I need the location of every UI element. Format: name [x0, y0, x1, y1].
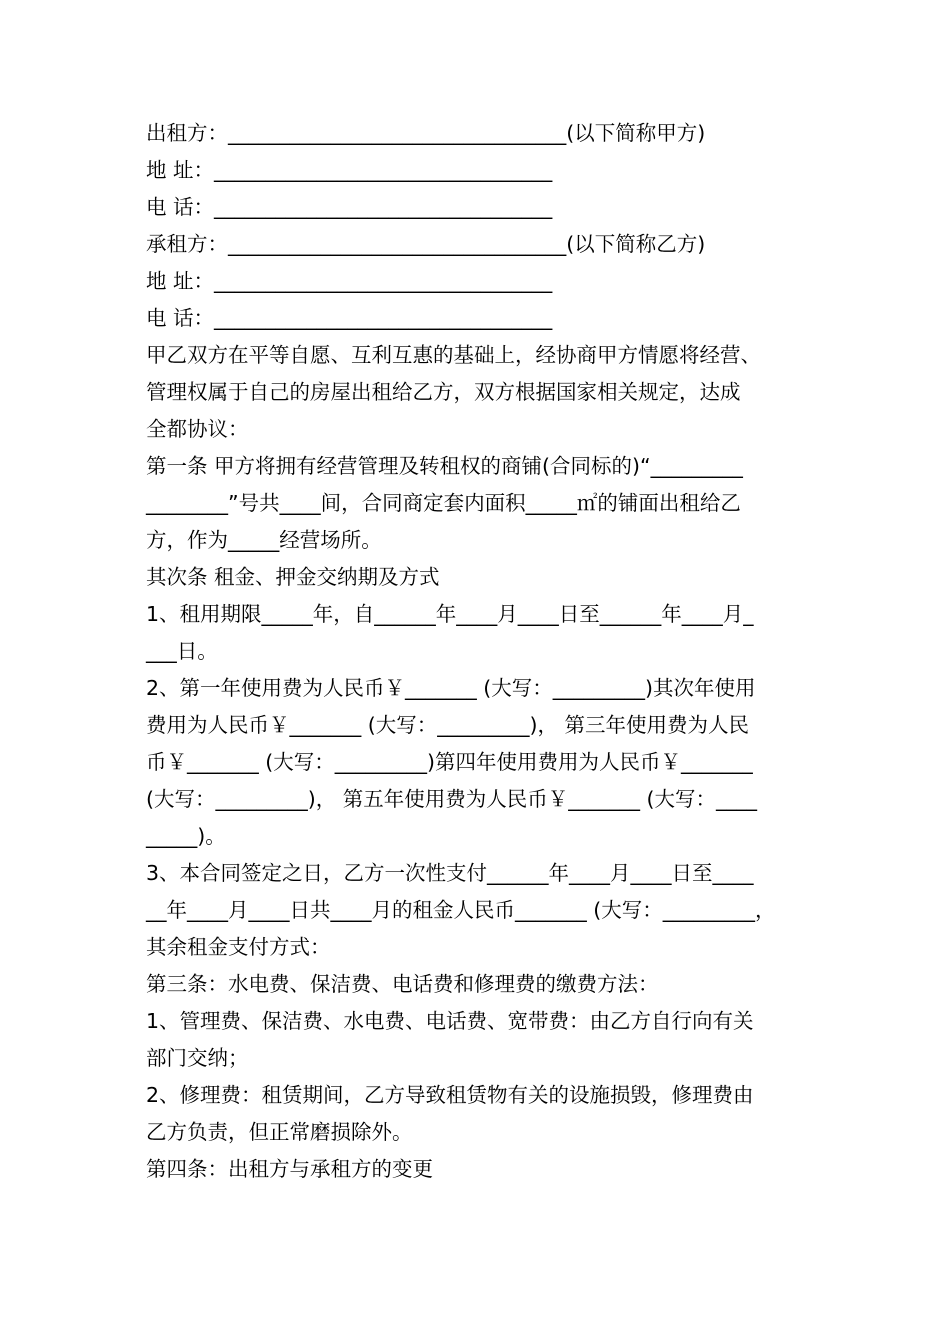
preamble-line-2: 管理权属于自己的房屋出租给乙方，双方根据国家相关规定，达成 — [146, 380, 741, 404]
preamble-line-3: 全都协议： — [146, 417, 249, 441]
article-2-item-2-line-4: (大写：_________)， 第五年使用费为人民币￥_______ (大写：____ — [146, 787, 758, 811]
preamble-line-1: 甲乙双方在平等自愿、互利互惠的基础上，经协商甲方情愿将经营、 — [146, 343, 761, 367]
article-3-item-1-line-1: 1、管理费、保洁费、水电费、电话费、宽带费：由乙方自行向有关 — [146, 1009, 754, 1033]
article-2-item-2-line-1: 2、第一年使用费为人民币￥_______ (大写：_________)其次年使用 — [146, 676, 756, 700]
article-3-item-1-line-2: 部门交纳； — [146, 1046, 249, 1070]
article-3-heading: 第三条：水电费、保洁费、电话费和修理费的缴费方法： — [146, 972, 659, 996]
article-3-item-2-line-1: 2、修理费：租赁期间，乙方导致租赁物有关的设施损毁，修理费由 — [146, 1083, 754, 1107]
article-2-item-3-line-2: __年____月____日共____月的租金人民币_______ (大写：_________， — [146, 898, 776, 922]
lessee-line: 承租方：_________________________________(以下简称乙方) — [146, 232, 706, 256]
lessee-address-line: 地 址：_________________________________ — [146, 269, 553, 293]
article-2-item-2-line-5: _____)。 — [146, 824, 226, 848]
article-2-item-2-line-3: 币￥_______ (大写：_________)第四年使用费用为人民币￥_______ — [146, 750, 753, 774]
lessor-line: 出租方：_________________________________(以下简称甲方) — [146, 121, 706, 145]
lessor-address-line: 地 址：_________________________________ — [146, 158, 553, 182]
article-2-item-3-line-1: 3、本合同签定之日，乙方一次性支付______年____月____日至____ — [146, 861, 754, 885]
article-2-item-2-line-2: 费用为人民币￥_______ (大写：_________)， 第三年使用费为人民 — [146, 713, 750, 737]
article-3-item-2-line-2: 乙方负责，但正常磨损除外。 — [146, 1120, 413, 1144]
article-1-line-3: 方，作为_____经营场所。 — [146, 528, 382, 552]
article-2-item-1-line-1: 1、租用期限_____年，自______年____月____日至______年____月_ — [146, 602, 754, 626]
article-2-heading: 其次条 租金、押金交纳期及方式 — [146, 565, 440, 589]
article-1-line-1: 第一条 甲方将拥有经营管理及转租权的商铺(合同标的)“_________ — [146, 454, 743, 478]
lessee-phone-line: 电 话：_________________________________ — [146, 306, 553, 330]
article-2-item-3-line-3: 其余租金支付方式： — [146, 935, 331, 959]
article-4-heading: 第四条：出租方与承租方的变更 — [146, 1157, 433, 1181]
article-1-line-2: ________”号共____间，合同商定套内面积_____㎡的铺面出租给乙 — [146, 491, 741, 515]
contract-page — [146, 115, 812, 1188]
lessor-phone-line: 电 话：_________________________________ — [146, 195, 553, 219]
article-2-item-1-line-2: ___日。 — [146, 639, 218, 663]
